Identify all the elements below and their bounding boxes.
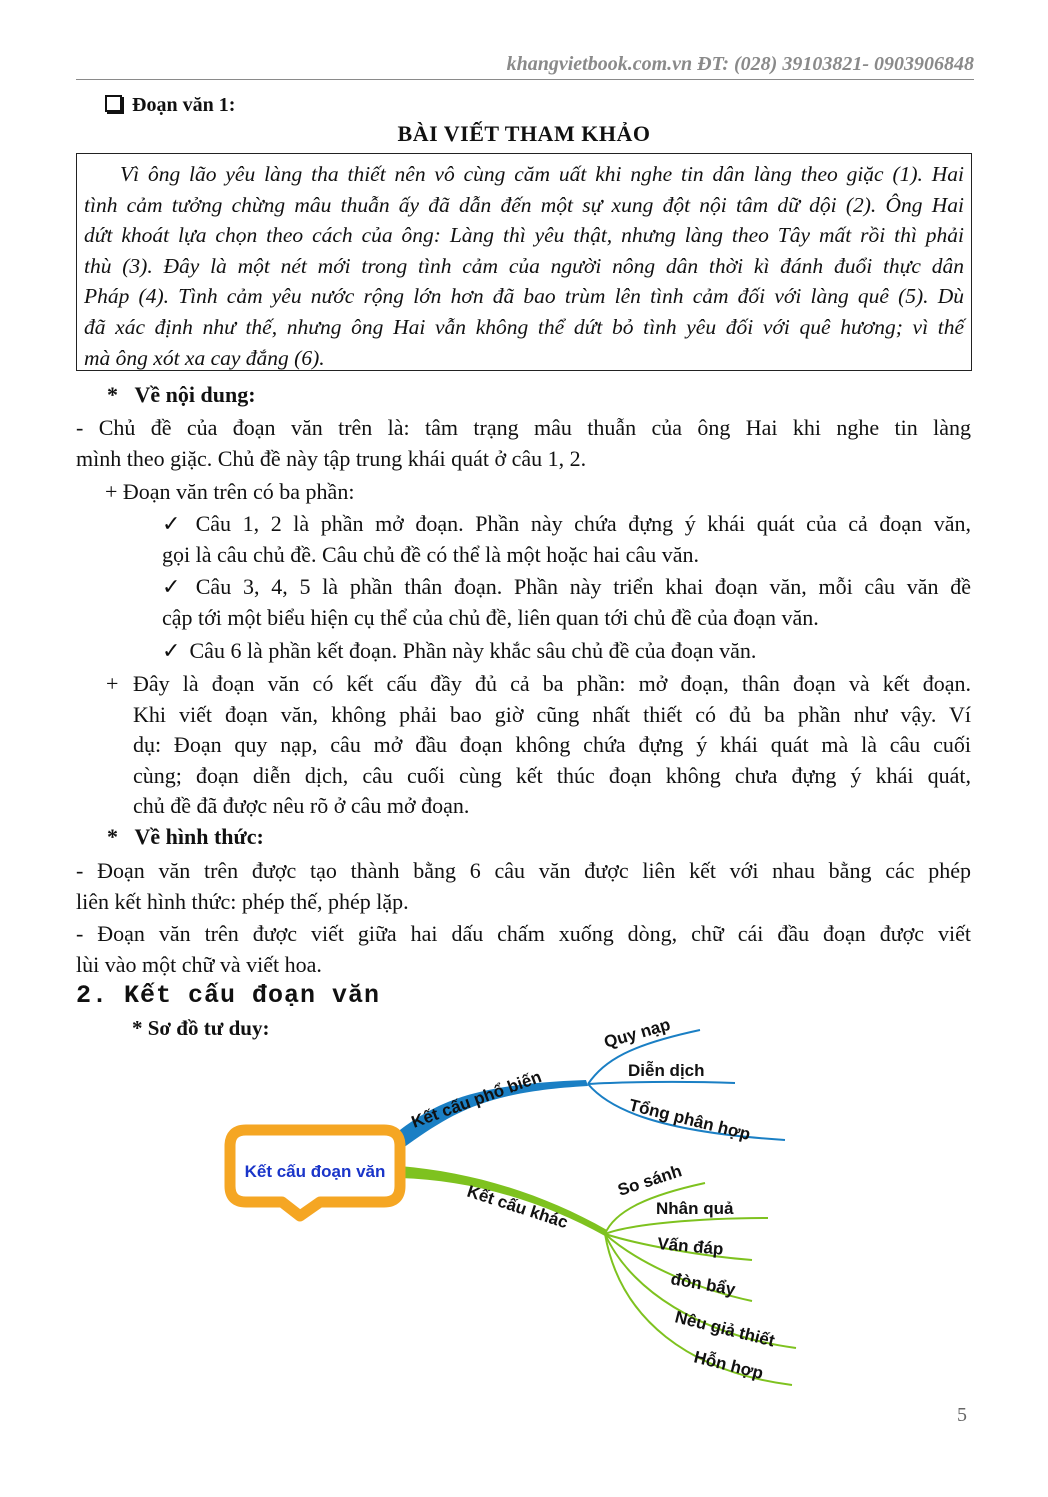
reference-line: tình cảm tưởng chừng mâu thuẫn ấy đã dẫn đến một sự xung đột nội tâm dữ dội (2). Ông Hai [84, 192, 964, 217]
leaf-line-dien-dich [588, 1082, 735, 1084]
center-node-label: Kết cấu đoạn văn [244, 1162, 386, 1181]
reference-line: đã xác định như thế, nhưng ông Hai vẫn không thể dứt bỏ tình yêu đối với quê hương; vì thế [84, 314, 964, 339]
page-number: 5 [957, 1404, 967, 1426]
page-header: khangvietbook.com.vn ĐT: (028) 39103821- 0903906848 [76, 53, 974, 80]
check-item-line: ✓ Câu 3, 4, 5 là phần thân đoạn. Phần này triển khai đoạn văn, mỗi câu văn đề [162, 571, 971, 602]
theme-line: mình theo giặc. Chủ đề này tập trung khái quát ở câu 1, 2. [76, 446, 587, 471]
form-heading: * Về hình thức: [107, 824, 264, 849]
paragraph-label: Đoạn văn 1: [105, 94, 235, 117]
theme-line: - Chủ đề của đoạn văn trên là: tâm trạng mâu thuẫn của ông Hai khi nghe tin làng [76, 415, 971, 440]
reference-line: thù (3). Đây là một nét mới trong tình cảm của người nông dân thời kì đánh đuổi thực dân [84, 253, 964, 278]
form-line: - Đoạn văn trên được viết giữa hai dấu chấm xuống dòng, chữ cái đầu đoạn được viết [76, 921, 971, 946]
checkmark-icon: ✓ [162, 574, 181, 599]
form-line: lùi vào một chữ và viết hoa. [76, 952, 322, 977]
parts-intro: + Đoạn văn trên có ba phần: [105, 479, 355, 504]
leaf-neu-gia-thiet: Nêu giả thiết [673, 1307, 777, 1351]
form-line: liên kết hình thức: phép thế, phép lặp. [76, 889, 409, 914]
content-heading: * Về nội dung: [107, 382, 256, 407]
leaf-quy-nap: Quy nạp [601, 1014, 673, 1052]
check-item-line: cập tới một biểu hiện cụ thể của chủ đề, liên quan tới chủ đề của đoạn văn. [162, 605, 819, 630]
reference-line: Vì ông lão yêu làng tha thiết nên vô cùng căm uất khi nghe tin dân làng theo giặc (1). Hai [120, 162, 964, 186]
check-item-line: ✓ Câu 1, 2 là phần mở đoạn. Phần này chứa đựng ý khái quát của cả đoạn văn, [162, 508, 971, 539]
check-item-line: gọi là câu chủ đề. Câu chủ đề có thể là một hoặc hai câu văn. [162, 542, 699, 567]
branch-common-label: Kết cấu phổ biến [408, 1067, 545, 1132]
checkmark-icon: ✓ [162, 511, 181, 536]
leaf-don-bay: đòn bẩy [669, 1269, 737, 1300]
structure-line: Khi viết đoạn văn, không phải bao giờ cũng nhất thiết có đủ ba phần như vậy. Ví [133, 702, 971, 727]
mindmap-label: * Sơ đồ tư duy: [132, 1016, 270, 1040]
leaf-line-nhan-qua [605, 1218, 768, 1234]
structure-line: dụ: Đoạn quy nạp, câu mở đầu đoạn không chứa đựng ý khái quát mà là câu cuối [133, 732, 971, 757]
leaf-nhan-qua: Nhân quả [656, 1199, 734, 1218]
structure-line: chủ đề đã được nêu rõ ở câu mở đoạn. [133, 793, 470, 818]
structure-bullet: + [106, 671, 119, 696]
leaf-van-dap: Vấn đáp [656, 1234, 725, 1259]
branch-other-label: Kết cấu khác [464, 1181, 571, 1233]
leaf-dien-dich: Diễn dịch [628, 1061, 705, 1080]
leaf-so-sanh: So sánh [615, 1161, 685, 1200]
leaf-hon-hop: Hỗn hợp [692, 1347, 766, 1383]
reference-title: BÀI VIẾT THAM KHẢO [397, 121, 651, 146]
check-item-line: ✓ Câu 6 là phần kết đoạn. Phần này khắc sâu chủ đề của đoạn văn. [162, 635, 756, 666]
structure-line: Đây là đoạn văn có kết cấu đầy đủ cả ba phần: mở đoạn, thân đoạn và kết đoạn. [133, 671, 971, 696]
form-line: - Đoạn văn trên được tạo thành bằng 6 câu văn được liên kết với nhau bằng các phép [76, 858, 971, 883]
section-title: 2. Kết cấu đoạn văn [76, 981, 381, 1010]
structure-line: cùng; đoạn diễn dịch, câu cuối cùng kết thúc đoạn không chưa đựng ý khái quát, [133, 763, 971, 788]
reference-line: Pháp (4). Tình cảm yêu nước rộng lớn hơn đã bao trùm lên tình cảm đối với làng quê (5). Dù [84, 284, 964, 309]
leaf-tong-phan-hop: Tổng phân hợp [627, 1095, 753, 1144]
reference-line: mà ông xót xa cay đắng (6). [84, 345, 325, 370]
checkmark-icon: ✓ [162, 638, 181, 663]
reference-line: dứt khoát lựa chọn theo cách của ông: Làng thì yêu thật, nhưng làng theo Tây mất rồi thì phải [84, 223, 964, 248]
